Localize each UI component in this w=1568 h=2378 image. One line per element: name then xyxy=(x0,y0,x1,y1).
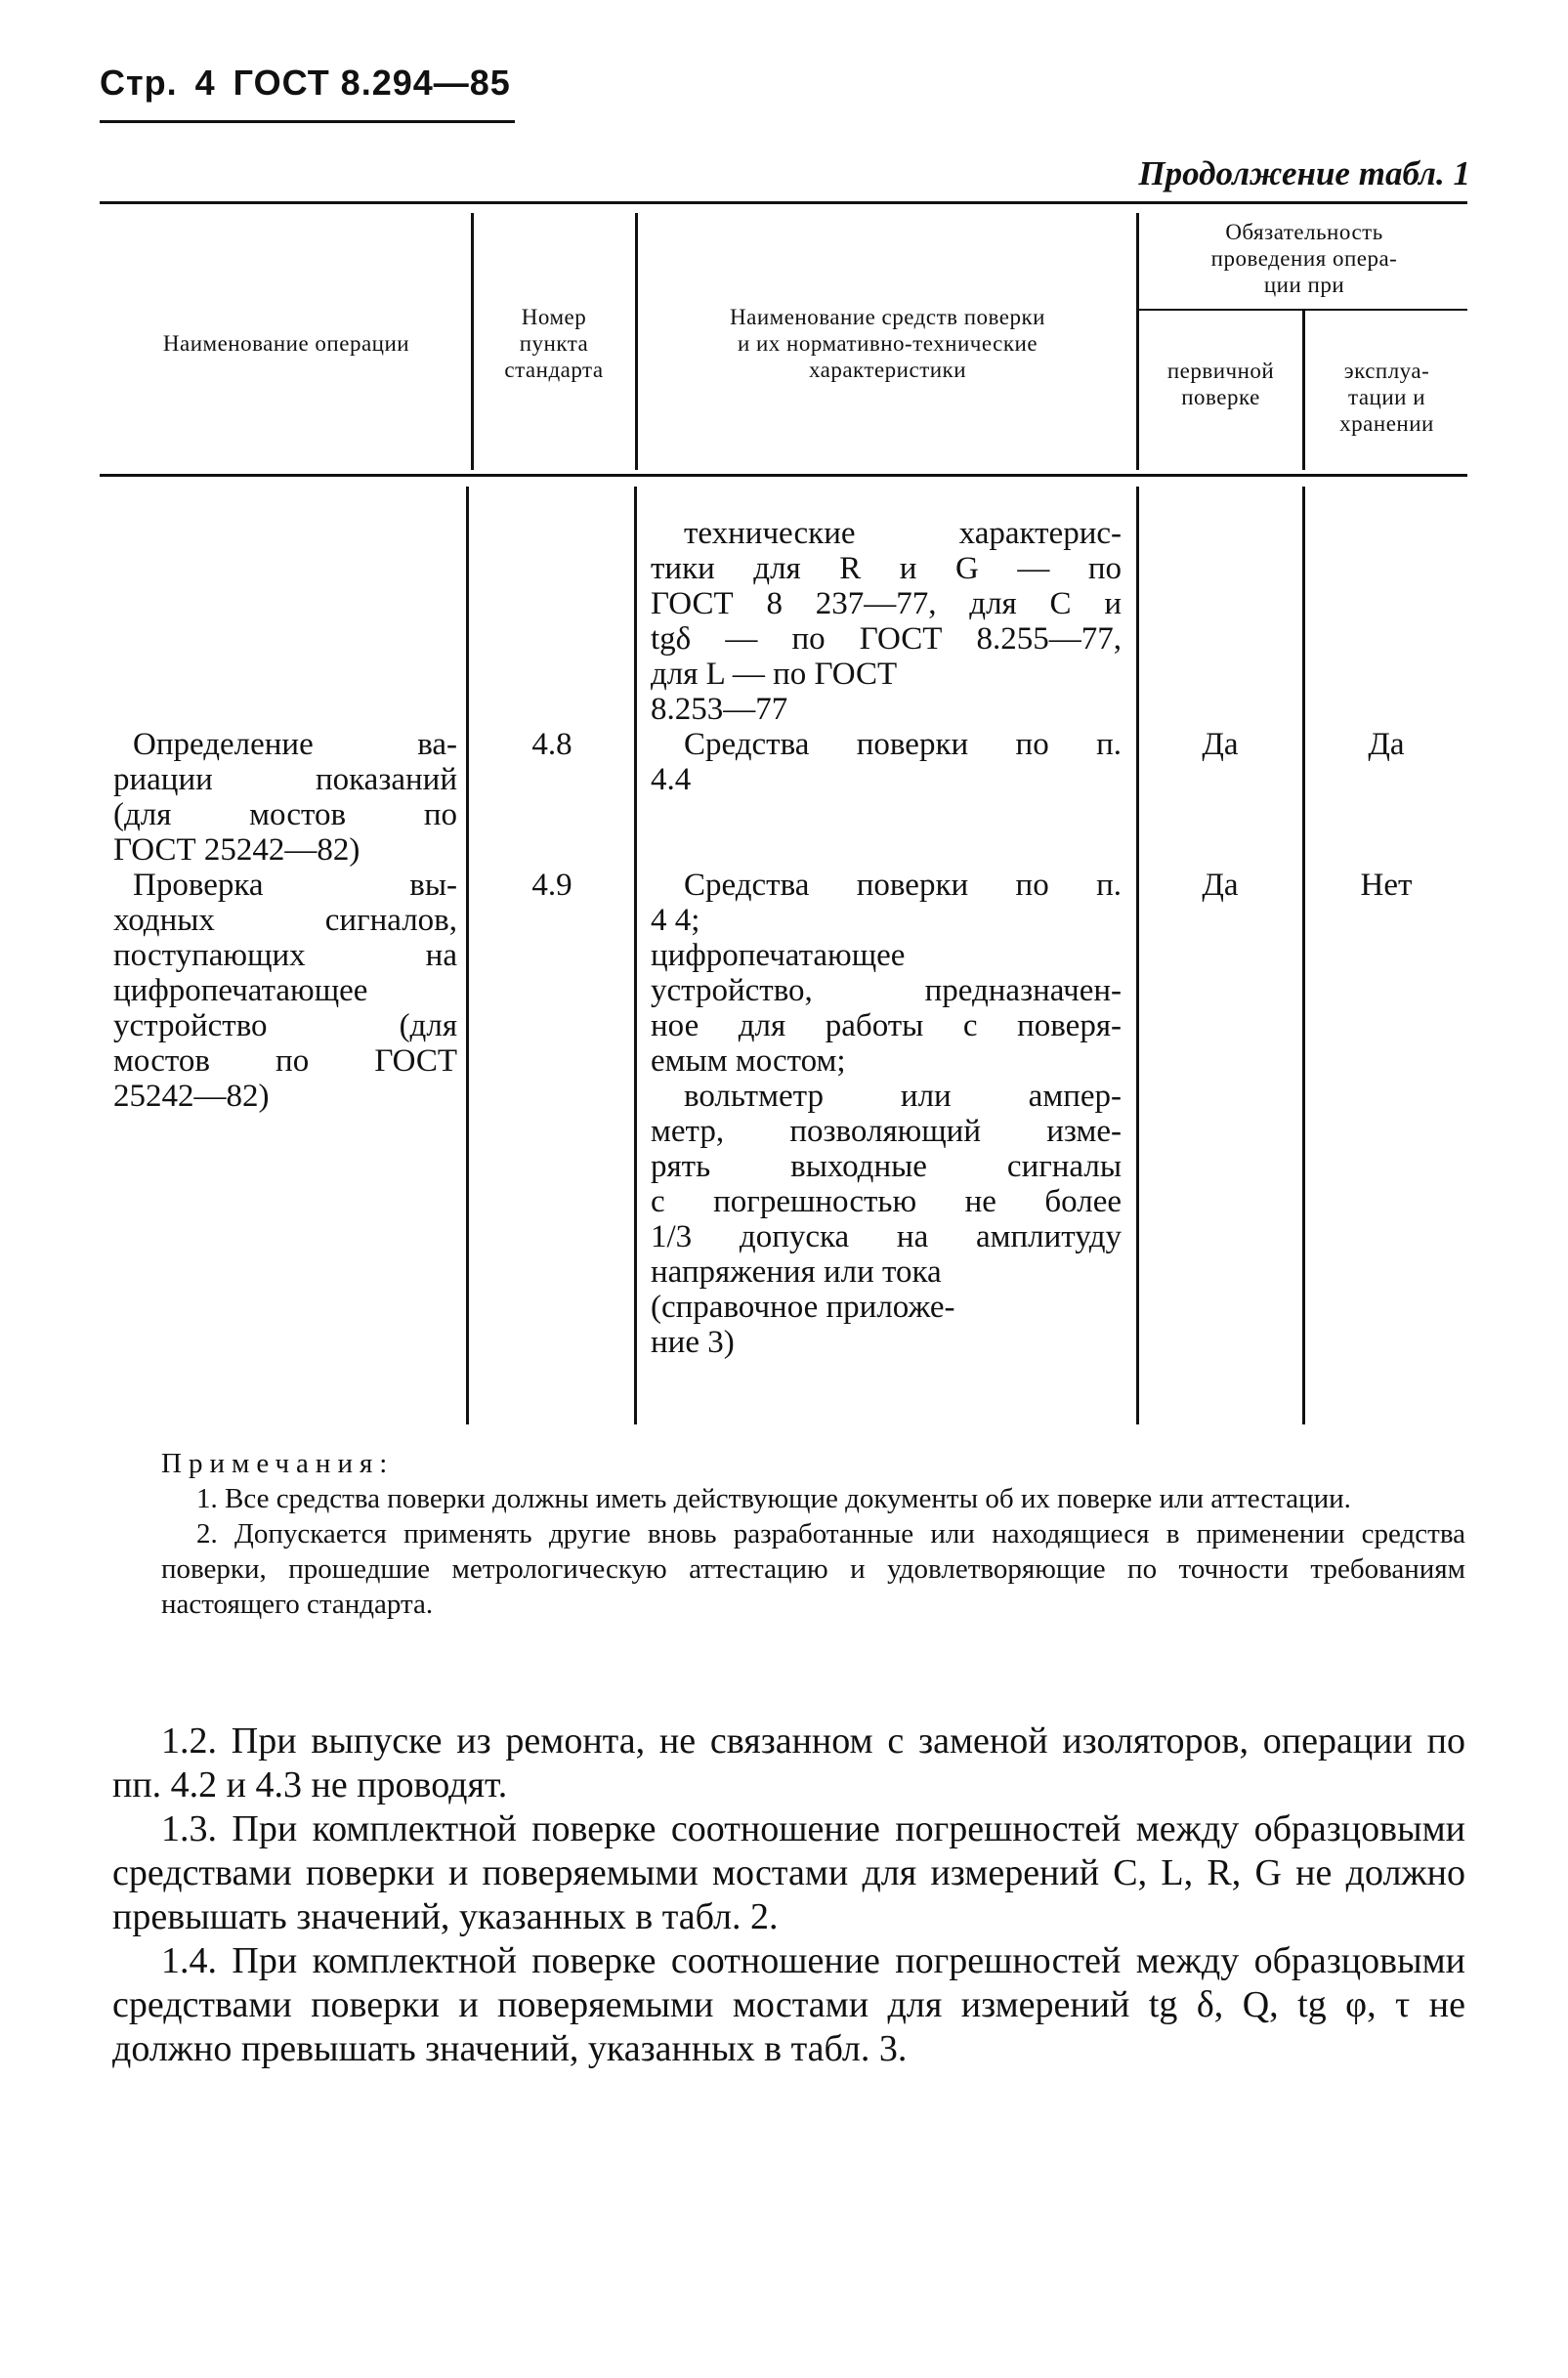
header-primary: первичной поверке xyxy=(1166,359,1275,409)
text-line: устройство (для xyxy=(113,1008,457,1043)
row-2-clause: 4.8 xyxy=(531,727,572,762)
table-continuation-label: Продолжение табл. 1 xyxy=(1138,154,1470,192)
row-3-operational: Нет xyxy=(1360,868,1413,903)
notes-title: Примечания: xyxy=(161,1448,395,1479)
paragraph-1-2: 1.2. При выпуске из ремонта, не связанном с заменой изоляторов, операции по пп. 4.2 и 4.3 не проводят. xyxy=(112,1720,1465,1805)
text-line: ГОСТ 8 237—77, для C и xyxy=(651,586,1122,621)
body-paragraphs xyxy=(112,1720,1465,2071)
text-line: ние 3) xyxy=(651,1325,735,1360)
running-header xyxy=(100,63,529,104)
header-operational: эксплуа- тации и хранении xyxy=(1339,359,1434,436)
text-line: мостов по ГОСТ xyxy=(113,1043,457,1079)
text-line: ходных сигналов, xyxy=(113,903,457,938)
text-line: Проверка вы- xyxy=(133,868,457,903)
text-line: технические характерис- xyxy=(684,516,1122,551)
row-3-operation xyxy=(113,868,457,1114)
header-mandatory: Обязательность проведения опера- ции при xyxy=(1210,220,1398,297)
row-2-operation xyxy=(113,727,457,868)
row-3-primary: Да xyxy=(1202,868,1239,903)
notes-section xyxy=(161,1446,1465,1622)
row-2-means xyxy=(651,727,1122,797)
body-divider-3 xyxy=(1136,487,1139,1424)
text-line: (для мостов по xyxy=(113,797,457,832)
text-line: тики для R и G — по xyxy=(651,551,1122,586)
text-line: 25242—82) xyxy=(113,1079,270,1114)
note-2: 2. Допускается применять другие вновь разработанные или находящиеся в применении средства поверки, прошедшие метрологическую аттестацию и удовлетворяющие по точности требованиям настоящего стандарта. xyxy=(161,1518,1465,1620)
text-line: с погрешностью не более xyxy=(651,1184,1122,1219)
note-1: 1. Все средства поверки должны иметь действующие документы об их поверке или аттестации. xyxy=(196,1483,1351,1514)
table-top-rule xyxy=(100,201,1467,204)
text-line: ГОСТ 25242—82) xyxy=(113,832,360,868)
header-divider-2 xyxy=(635,213,638,470)
text-line: цифропечатающее xyxy=(651,938,906,973)
header-operation: Наименование операции xyxy=(162,331,410,356)
text-line: поступающих на xyxy=(113,938,457,973)
text-line: Средства поверки по п. xyxy=(684,868,1122,903)
row-1-means xyxy=(651,516,1122,727)
text-line: ное для работы с поверя- xyxy=(651,1008,1122,1043)
header-divider-3 xyxy=(1136,213,1139,470)
text-line: tgδ — по ГОСТ 8.255—77, xyxy=(651,621,1122,657)
page-label: Стр. xyxy=(100,63,178,103)
header-means: Наименование средств поверки и их нормативно-технические характеристики xyxy=(730,305,1045,382)
text-line: вольтметр или ампер- xyxy=(684,1079,1122,1114)
text-line: для L — по ГОСТ xyxy=(651,657,898,692)
row-2-operational: Да xyxy=(1368,727,1405,762)
text-line: устройство, предназначен- xyxy=(651,973,1122,1008)
standard-number: ГОСТ 8.294—85 xyxy=(233,63,511,103)
text-line: риации показаний xyxy=(113,762,457,797)
text-line: напряжения или тока xyxy=(651,1254,942,1290)
text-line: метр, позволяющий изме- xyxy=(651,1114,1122,1149)
text-line: цифропечатающее xyxy=(113,973,368,1008)
row-3-means xyxy=(651,868,1122,1360)
text-line: 4.4 xyxy=(651,762,692,797)
table-header-bottom-rule xyxy=(100,474,1467,477)
body-divider-1 xyxy=(466,487,469,1424)
text-line: Средства поверки по п. xyxy=(684,727,1122,762)
text-line: 1/3 допуска на амплитуду xyxy=(651,1219,1122,1254)
body-divider-2 xyxy=(634,487,637,1424)
text-line: 8.253—77 xyxy=(651,692,788,727)
header-divider-1 xyxy=(471,213,474,470)
text-line: емым мостом; xyxy=(651,1043,846,1079)
row-2-primary: Да xyxy=(1202,727,1239,762)
text-line: 4 4; xyxy=(651,903,700,938)
body-divider-4 xyxy=(1302,487,1305,1424)
text-line: (справочное приложе- xyxy=(651,1290,955,1325)
row-3-clause: 4.9 xyxy=(531,868,572,903)
paragraph-1-3: 1.3. При комплектной поверке соотношение погрешностей между образцовыми средствами поверки и поверяемыми мостами для измерений C, L, R, G не должно превышать значений, указанных в табл. 2. xyxy=(112,1808,1465,1937)
text-line: рять выходные сигналы xyxy=(651,1149,1122,1184)
page-number: 4 xyxy=(194,63,216,103)
text-line: Определение ва- xyxy=(133,727,457,762)
header-clause: Номер пункта стандарта xyxy=(504,305,604,382)
header-divider-4 xyxy=(1302,311,1305,470)
header-rule xyxy=(100,120,515,123)
paragraph-1-4: 1.4. При комплектной поверке соотношение погрешностей между образцовыми средствами поверки и поверяемыми мостами для измерений tg δ, Q, tg φ, τ не должно превышать значений, указанных в табл. 3. xyxy=(112,1940,1465,2069)
